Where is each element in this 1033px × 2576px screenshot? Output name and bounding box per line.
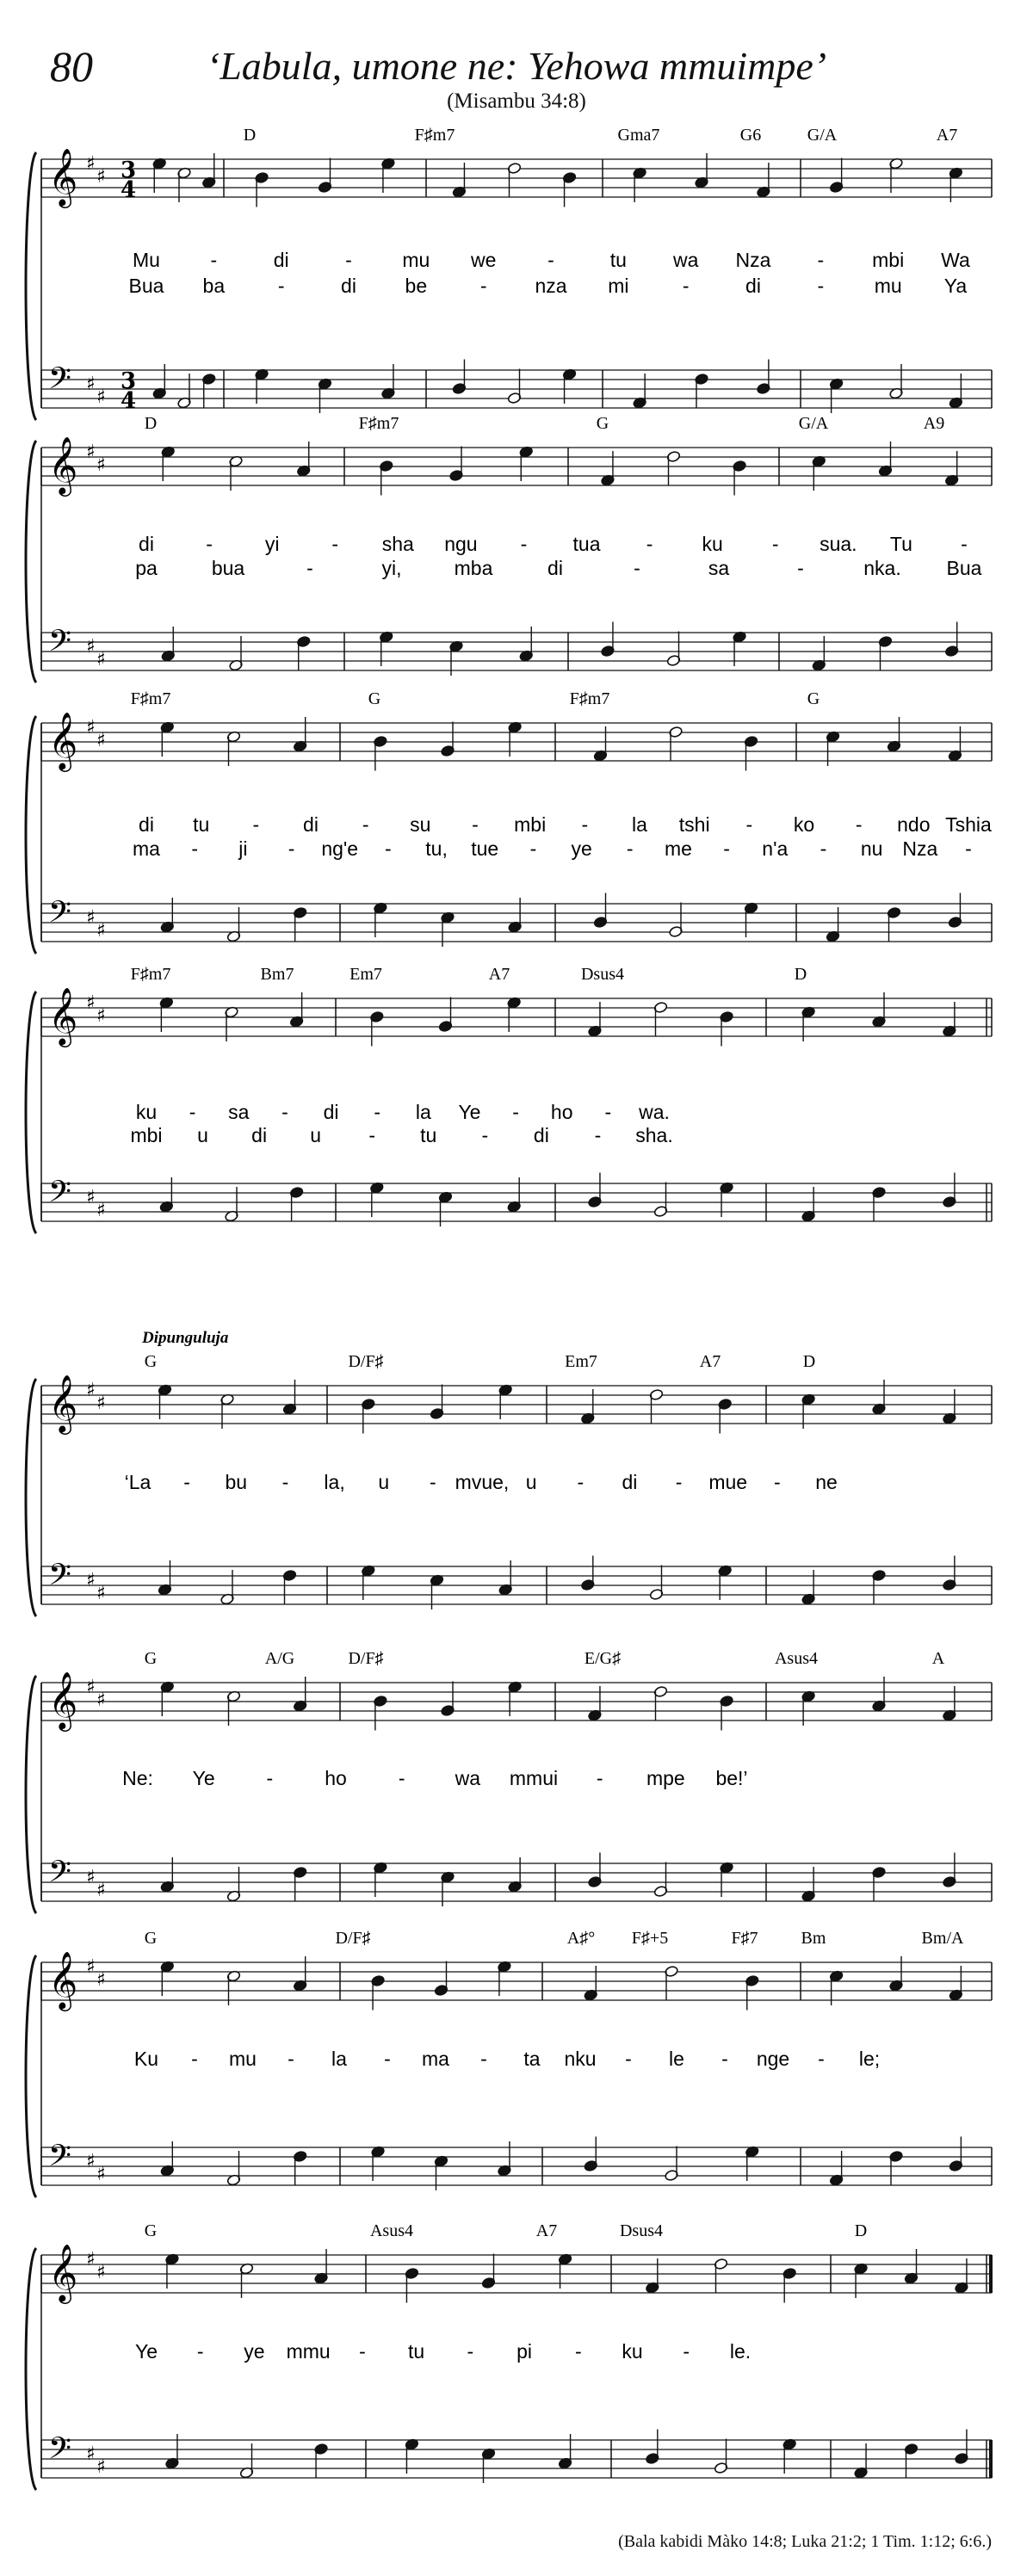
lyric-syllable: u: [525, 1471, 537, 1493]
sharp-icon: ♯: [86, 2249, 96, 2270]
lyric-syllable: Ne:: [122, 1767, 153, 1789]
lyric-syllable: me: [664, 837, 692, 860]
lyric-syllable: -: [368, 1124, 376, 1146]
lyric-syllable: -: [306, 557, 313, 579]
bass-staff: [41, 622, 992, 676]
lyric-syllable: -: [374, 1101, 381, 1123]
lyric-syllable: ye: [244, 2340, 265, 2363]
lyric-syllable: -: [398, 1767, 405, 1789]
lyric-syllable: -: [965, 837, 972, 860]
lyric-syllable: -: [604, 1101, 612, 1123]
lyric-syllable: -: [961, 533, 968, 555]
treble-clef-icon: 𝄞: [48, 436, 78, 494]
refrain-marking: Dipunguluja: [142, 1329, 229, 1347]
lyric-syllable: -: [430, 1471, 436, 1493]
lyric-syllable: -: [817, 275, 825, 297]
chord-symbol: F♯m7: [358, 414, 399, 433]
time-signature-bottom: 4: [121, 177, 137, 203]
sharp-icon: ♯: [86, 636, 96, 658]
sharp-icon: ♯: [86, 374, 96, 395]
lyric-syllable: tue: [471, 837, 499, 860]
lyric-syllable: -: [721, 2048, 728, 2070]
system-1: [26, 147, 992, 420]
lyric-syllable: mu: [402, 249, 430, 271]
chord-symbol: A/G: [264, 1649, 295, 1668]
lyric-syllable: mmu: [286, 2340, 331, 2363]
chord-symbol: G: [144, 1649, 158, 1668]
chord-symbol: G/A: [807, 126, 838, 145]
lyric-syllable: -: [385, 837, 392, 860]
time-signature-top: 3: [121, 368, 137, 394]
lyric-syllable: tshi: [678, 813, 710, 836]
lyric-syllable: mpe: [646, 1767, 685, 1789]
lyric-syllable: su: [410, 813, 431, 836]
lyric-syllable: Bua: [128, 275, 164, 297]
chord-symbol: F♯7: [731, 1929, 758, 1948]
lyric-syllable: di: [745, 275, 761, 297]
sharp-icon: ♯: [96, 730, 106, 751]
lyric-syllable: di: [533, 1124, 549, 1146]
lyric-syllable: ta: [523, 2048, 541, 2070]
lyric-syllable: nu: [860, 837, 883, 860]
lyric-syllable: -: [281, 1471, 289, 1493]
chord-symbol: G: [807, 689, 820, 708]
lyric-syllable: -: [855, 813, 863, 836]
sharp-icon: ♯: [96, 1969, 106, 1991]
chord-symbol: A7: [535, 2221, 558, 2240]
lyric-syllable: -: [634, 557, 640, 579]
bass-clef-icon: 𝄢: [48, 1557, 72, 1599]
lyric-syllable: -: [266, 1767, 274, 1789]
footer-references: (Bala kabidi Màko 14:8; Luka 21:2; 1 Tim. 1:12; 6:6.): [618, 2532, 992, 2551]
sharp-icon: ♯: [86, 442, 96, 463]
sharp-icon: ♯: [96, 1200, 106, 1221]
chord-symbol: A7: [488, 965, 510, 984]
chord-symbol: Bm7: [260, 965, 294, 984]
lyric-syllable: -: [529, 837, 537, 860]
staff-brace: [26, 152, 36, 420]
bass-staff: [41, 1853, 992, 1907]
chord-symbol: D: [794, 965, 807, 984]
chord-symbol: D: [802, 1352, 816, 1371]
lyric-syllable: wa: [455, 1767, 481, 1789]
treble-staff: [41, 147, 992, 208]
lyric-syllable: pa: [135, 557, 158, 579]
lyric-syllable: Wa: [941, 249, 970, 271]
lyric-syllable: -: [362, 813, 369, 836]
treble-staff: [41, 1950, 992, 2011]
lyric-syllable: Ya: [943, 275, 968, 297]
lyric-syllable: mi: [608, 275, 629, 297]
lyric-syllable: we: [470, 249, 497, 271]
lyric-syllable: nka.: [863, 557, 901, 579]
sharp-icon: ♯: [96, 2456, 106, 2478]
lyric-syllable: di: [341, 275, 356, 297]
lyric-syllable: tu: [408, 2340, 425, 2363]
treble-staff: [41, 711, 992, 772]
chord-symbol: G6: [739, 126, 762, 145]
sharp-icon: ♯: [96, 2262, 106, 2283]
lyric-syllable: sa: [708, 557, 730, 579]
lyric-syllable: ma: [133, 837, 160, 860]
lyric-syllable: le: [669, 2048, 684, 2070]
lyric-syllable: -: [384, 2048, 391, 2070]
lyric-syllable: ng'e: [321, 837, 359, 860]
system-6: [26, 1671, 992, 1913]
scripture-reference: (Misambu 34:8): [447, 90, 586, 113]
treble-staff: [41, 436, 992, 497]
bass-staff: [41, 1556, 992, 1610]
staff-brace: [26, 716, 36, 954]
sharp-icon: ♯: [96, 649, 106, 670]
lyric-syllable: Ye: [458, 1101, 481, 1123]
lyric-syllable: -: [191, 837, 199, 860]
chord-symbol: Em7: [349, 965, 382, 984]
lyric-syllable: di: [303, 813, 319, 836]
sharp-icon: ♯: [86, 2151, 96, 2172]
sharp-icon: ♯: [96, 2164, 106, 2185]
chord-symbol: E/G♯: [584, 1649, 622, 1668]
treble-clef-icon: 𝄞: [48, 711, 78, 769]
chord-symbol: Dsus4: [580, 965, 625, 984]
staff-brace: [26, 2248, 36, 2490]
lyric-syllable: -: [774, 1471, 781, 1493]
lyric-syllable: ngu: [444, 533, 478, 555]
lyric-syllable: sha.: [635, 1124, 673, 1146]
chord-symbol: Bm: [801, 1929, 826, 1948]
staff-brace: [26, 441, 36, 683]
lyric-syllable: Ku: [133, 2048, 159, 2070]
lyric-syllable: -: [771, 533, 779, 555]
chord-symbol: Em7: [565, 1352, 597, 1371]
lyric-syllable: Ye: [192, 1767, 215, 1789]
lyric-syllable: ku: [702, 533, 723, 555]
bass-clef-icon: 𝄢: [48, 1854, 72, 1896]
lyric-syllable: bua: [211, 557, 245, 579]
lyric-syllable: Nza: [902, 837, 938, 860]
sharp-icon: ♯: [86, 2443, 96, 2465]
lyric-syllable: -: [281, 1101, 288, 1123]
system-2: [26, 436, 992, 683]
sharp-icon: ♯: [86, 1867, 96, 1888]
bass-staff: [41, 360, 992, 415]
treble-clef-icon: 𝄞: [48, 2243, 78, 2301]
lyric-syllable: -: [581, 813, 589, 836]
lyric-syllable: ‘La: [124, 1471, 152, 1493]
lyric-syllable: la,: [324, 1471, 345, 1493]
lyric-syllable: -: [191, 2048, 198, 2070]
lyric-syllable: -: [288, 837, 295, 860]
lyric-syllable: -: [723, 837, 730, 860]
chord-symbol: A: [931, 1649, 945, 1668]
system-4: [26, 986, 992, 1233]
chord-symbol: A♯°: [566, 1929, 596, 1948]
lyric-syllable: ba: [202, 275, 226, 297]
lyric-syllable: mvue,: [455, 1471, 510, 1493]
bass-staff: [41, 2430, 993, 2484]
sharp-icon: ♯: [86, 992, 96, 1014]
chord-symbol: F♯m7: [414, 126, 455, 145]
sharp-icon: ♯: [96, 166, 106, 188]
time-signature-top: 3: [121, 158, 137, 183]
treble-clef-icon: 𝄞: [48, 147, 78, 206]
lyric-syllable: nku: [564, 2048, 597, 2070]
system-8: [26, 2243, 993, 2490]
lyric-syllable: mue: [708, 1471, 748, 1493]
lyric-syllable: le.: [729, 2340, 752, 2363]
lyric-syllable: -: [512, 1101, 519, 1123]
sharp-icon: ♯: [86, 717, 96, 738]
lyric-syllable: n'a: [762, 837, 789, 860]
chord-symbol: G: [596, 414, 609, 433]
lyric-syllable: sa: [228, 1101, 250, 1123]
sharp-icon: ♯: [96, 1690, 106, 1711]
chord-symbol: A7: [699, 1352, 721, 1371]
bass-clef-icon: 𝄢: [48, 1174, 72, 1216]
lyric-syllable: -: [817, 249, 825, 271]
lyric-syllable: di: [139, 533, 154, 555]
bass-staff: [41, 1173, 992, 1227]
lyric-syllable: tua: [572, 533, 601, 555]
lyric-syllable: ye: [571, 837, 592, 860]
lyric-syllable: mba: [454, 557, 493, 579]
lyric-syllable: -: [547, 249, 554, 271]
lyric-syllable: sua.: [820, 533, 857, 555]
chord-symbol: D: [144, 414, 158, 433]
treble-clef-icon: 𝄞: [48, 986, 78, 1045]
lyric-syllable: be!’: [715, 1767, 748, 1789]
staff-brace: [26, 1676, 36, 1913]
lyric-syllable: -: [820, 837, 827, 860]
lyric-syllable: nge: [756, 2048, 790, 2070]
lyric-syllable: -: [683, 2340, 690, 2363]
sharp-icon: ♯: [96, 386, 106, 408]
lyric-syllable: -: [596, 1767, 603, 1789]
chord-symbol: G/A: [798, 414, 829, 433]
final-bar-line: [989, 2255, 993, 2293]
lyric-syllable: ne: [815, 1471, 838, 1493]
lyric-syllable: -: [189, 1101, 196, 1123]
lyric-syllable: Ye: [134, 2340, 158, 2363]
hymn-number: 80: [50, 42, 93, 90]
lyric-syllable: sha: [381, 533, 414, 555]
lyric-syllable: -: [331, 533, 339, 555]
lyric-syllable: -: [210, 249, 218, 271]
lyric-syllable: -: [277, 275, 285, 297]
sharp-icon: ♯: [86, 1570, 96, 1591]
lyric-syllable: u: [197, 1124, 208, 1146]
lyric-syllable: -: [594, 1124, 602, 1146]
bass-clef-icon: 𝄢: [48, 361, 72, 403]
lyric-syllable: la: [331, 2048, 347, 2070]
lyric-syllable: -: [359, 2340, 366, 2363]
lyric-syllable: -: [480, 2048, 487, 2070]
sharp-icon: ♯: [86, 1380, 96, 1401]
lyric-syllable: Nza: [735, 249, 771, 271]
lyric-syllable: ndo: [897, 813, 931, 836]
lyric-syllable: ku: [135, 1101, 158, 1123]
treble-clef-icon: 𝄞: [48, 1374, 78, 1432]
lyric-syllable: -: [183, 1471, 190, 1493]
lyric-syllable: mbi: [130, 1124, 163, 1146]
sharp-icon: ♯: [96, 1880, 106, 1901]
lyric-syllable: pi: [516, 2340, 533, 2363]
lyric-syllable: Tu: [889, 533, 912, 555]
sharp-icon: ♯: [96, 920, 106, 942]
chord-symbol: Dsus4: [619, 2221, 664, 2240]
staff-brace: [26, 991, 36, 1233]
lyric-syllable: -: [818, 2048, 825, 2070]
chord-symbol: D/F♯: [335, 1929, 371, 1948]
lyric-syllable: -: [682, 275, 690, 297]
bass-clef-icon: 𝄢: [48, 2138, 72, 2180]
lyric-syllable: ji: [238, 837, 248, 860]
lyric-syllable: ku: [622, 2340, 643, 2363]
lyric-syllable: nza: [535, 275, 567, 297]
lyric-syllable: -: [252, 813, 260, 836]
bass-clef-icon: 𝄢: [48, 623, 72, 665]
lyric-syllable: -: [345, 249, 352, 271]
sharp-icon: ♯: [86, 1677, 96, 1698]
lyric-syllable: -: [577, 1471, 585, 1493]
lyric-syllable: -: [520, 533, 528, 555]
lyric-syllable: -: [479, 275, 487, 297]
chord-symbol: D/F♯: [348, 1649, 384, 1668]
sharp-icon: ♯: [86, 907, 96, 929]
lyric-syllable: -: [206, 533, 213, 555]
lyric-syllable: ho: [550, 1101, 573, 1123]
treble-clef-icon: 𝄞: [48, 1671, 78, 1729]
lyric-syllable: -: [745, 813, 753, 836]
lyric-syllable: tu: [420, 1124, 437, 1146]
lyric-syllable: -: [288, 2048, 294, 2070]
staff-brace: [26, 1379, 36, 1616]
lyric-syllable: -: [467, 2340, 474, 2363]
lyric-syllable: Mu: [133, 249, 160, 271]
lyric-syllable: ho: [325, 1767, 347, 1789]
lyric-syllable: ko: [793, 813, 815, 836]
lyric-syllable: di: [273, 249, 289, 271]
lyric-syllable: Bua: [946, 557, 982, 579]
treble-staff: [41, 1671, 992, 1732]
lyric-syllable: -: [472, 813, 479, 836]
lyric-syllable: -: [626, 837, 634, 860]
bass-clef-icon: 𝄢: [48, 894, 72, 936]
lyric-syllable: -: [625, 2048, 632, 2070]
lyric-syllable: le;: [858, 2048, 881, 2070]
lyric-syllable: mmui: [509, 1767, 559, 1789]
chord-symbol: Asus4: [369, 2221, 414, 2240]
treble-staff: [41, 1374, 992, 1435]
lyric-syllable: yi: [264, 533, 280, 555]
hymn-title: ‘Labula, umone ne: Yehowa mmuimpe’: [206, 44, 827, 88]
lyric-syllable: tu,: [425, 837, 448, 860]
lyric-syllable: mu: [874, 275, 902, 297]
lyric-syllable: -: [574, 2340, 582, 2363]
sharp-icon: ♯: [96, 1393, 106, 1414]
lyric-syllable: ma: [422, 2048, 449, 2070]
treble-clef-icon: 𝄞: [48, 1950, 78, 2009]
lyric-syllable: di: [251, 1124, 268, 1146]
lyric-syllable: bu: [225, 1471, 248, 1493]
lyric-syllable: di: [139, 813, 154, 836]
chord-symbol: F♯m7: [130, 689, 171, 708]
chord-symbol: F♯+5: [631, 1929, 669, 1948]
lyric-syllable: di: [622, 1471, 638, 1493]
lyric-syllable: Tshia: [945, 813, 992, 836]
system-5: [26, 1374, 992, 1616]
sharp-icon: ♯: [96, 1583, 106, 1604]
lyric-syllable: -: [646, 533, 653, 555]
chord-symbol: F♯m7: [130, 965, 171, 984]
chord-symbol: G: [144, 2221, 158, 2240]
chord-symbol: D/F♯: [348, 1352, 384, 1371]
chord-symbol: G: [368, 689, 381, 708]
system-3: [26, 711, 992, 954]
lyric-syllable: la: [415, 1101, 431, 1123]
lyric-syllable: yi,: [381, 557, 402, 579]
sharp-icon: ♯: [86, 1956, 96, 1978]
sharp-icon: ♯: [86, 153, 96, 175]
chord-symbol: D: [243, 126, 257, 145]
chord-symbol: Gma7: [617, 126, 660, 145]
bass-staff: [41, 893, 992, 948]
chord-symbol: G: [144, 1352, 158, 1371]
lyric-syllable: la: [632, 813, 647, 836]
lyric-syllable: di: [323, 1101, 339, 1123]
lyric-syllable: tu: [609, 249, 627, 271]
lyric-syllable: wa: [672, 249, 699, 271]
chord-symbol: D: [854, 2221, 868, 2240]
sharp-icon: ♯: [96, 1005, 106, 1027]
lyric-syllable: u: [378, 1471, 390, 1493]
lyric-syllable: u: [310, 1124, 322, 1146]
lyric-syllable: mbi: [514, 813, 547, 836]
chord-symbol: A9: [923, 414, 945, 433]
bass-clef-icon: 𝄢: [48, 2431, 72, 2473]
staff-brace: [26, 1955, 36, 2197]
lyric-syllable: be: [405, 275, 428, 297]
lyric-syllable: di: [547, 557, 563, 579]
lyric-syllable: wa.: [639, 1101, 670, 1123]
bass-staff: [41, 2137, 992, 2191]
lyric-syllable: -: [481, 1124, 489, 1146]
chord-symbol: G: [144, 1929, 158, 1948]
chord-symbol: Asus4: [774, 1649, 819, 1668]
chord-symbol: Bm/A: [921, 1929, 964, 1948]
sharp-icon: ♯: [96, 454, 106, 476]
lyric-syllable: -: [675, 1471, 683, 1493]
chord-symbol: A7: [936, 126, 958, 145]
sharp-icon: ♯: [86, 1187, 96, 1208]
lyric-syllable: mbi: [872, 249, 905, 271]
time-signature-bottom: 4: [121, 388, 137, 414]
final-bar-line: [989, 2440, 993, 2478]
lyric-syllable: mu: [229, 2048, 257, 2070]
lyric-syllable: -: [797, 557, 804, 579]
lyric-syllable: tu: [193, 813, 210, 836]
chord-symbol: F♯m7: [569, 689, 610, 708]
treble-staff: [41, 2243, 993, 2304]
system-7: [26, 1950, 992, 2197]
lyric-syllable: -: [196, 2340, 204, 2363]
treble-staff: [41, 986, 992, 1047]
